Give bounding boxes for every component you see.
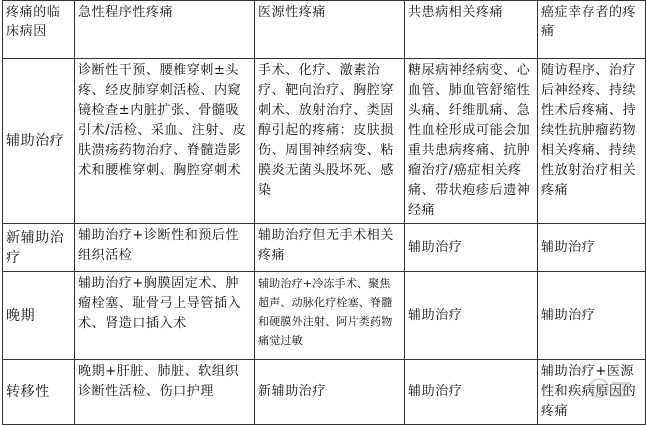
header-comorbidity-pain: 共患病相关疼痛 <box>405 1 538 59</box>
table-cell: 诊断性干预、腰椎穿刺±头疼、经皮肺穿刺活检、内窥镜检查±内脏扩张、骨髓吸引术/活检、采血、注射、皮肤溃疡药物治疗、脊髓造影术和腰椎穿刺、胸腔穿刺术 <box>75 59 255 224</box>
table-cell: 辅助治疗+医源性和疾病原因的疼痛 <box>538 360 646 425</box>
table-header-row <box>3 1 646 59</box>
table-cell: 辅助治疗+诊断性和预后性组织活检 <box>75 224 255 272</box>
table-cell: 辅助治疗 <box>405 360 538 425</box>
table-row <box>3 360 646 425</box>
table-row <box>3 272 646 360</box>
site-logo-watermark-icon <box>587 374 633 404</box>
row-label-advanced: 晚期 <box>3 272 75 360</box>
header-cancer-survivor-pain: 癌症幸存者的疼痛 <box>538 1 646 59</box>
table-cell: 辅助治疗 <box>538 224 646 272</box>
table-cell: 辅助治疗+胸膜固定术、肿瘤栓塞、耻骨弓上导管插入术、肾造口插入术 <box>75 272 255 360</box>
table-cell: 辅助治疗 <box>405 224 538 272</box>
header-clinical-cause: 疼痛的临床病因 <box>3 1 75 59</box>
table-row <box>3 59 646 224</box>
pain-etiology-table <box>2 0 646 425</box>
table-cell: 辅助治疗 <box>405 272 538 360</box>
table-cell: 手术、化疗、激素治疗、靶向治疗、胸腔穿刺术、放射治疗、类固醇引起的疼痛：皮肤损伤、周围神经病变、粘膜炎无菌头股坏死、感染 <box>255 59 405 224</box>
row-label-neoadjuvant: 新辅助治疗 <box>3 224 75 272</box>
table-cell: 辅助治疗但无手术相关疼痛 <box>255 224 405 272</box>
row-label-adjuvant: 辅助治疗 <box>3 59 75 224</box>
table-cell: 随访程序、治疗后神经疼、持续性术后疼痛、持续性抗肿瘤药物相关疼痛、持续性放射治疗相关疼痛 <box>538 59 646 224</box>
table-cell: 糖尿病神经病变、心血管、肺血管舒缩性头痛、纤维肌痛、急性血栓形成可能会加重共患病疼痛、抗肿瘤治疗/癌症相关疼痛、带状疱疹后遗神经痛 <box>405 59 538 224</box>
table-cell: 辅助治疗+冷冻手术、聚焦超声、动脉化疗栓塞、脊髓和硬膜外注射、阿片类药物痛觉过敏 <box>255 272 405 360</box>
table-cell: 辅助治疗 <box>538 272 646 360</box>
table-cell: 新辅助治疗 <box>255 360 405 425</box>
header-iatrogenic-pain: 医源性疼痛 <box>255 1 405 59</box>
header-acute-procedural-pain: 急性程序性疼痛 <box>75 1 255 59</box>
row-label-metastatic: 转移性 <box>3 360 75 425</box>
table-cell: 晚期+肝脏、肺脏、软组织诊断性活检、伤口护理 <box>75 360 255 425</box>
table-row <box>3 224 646 272</box>
